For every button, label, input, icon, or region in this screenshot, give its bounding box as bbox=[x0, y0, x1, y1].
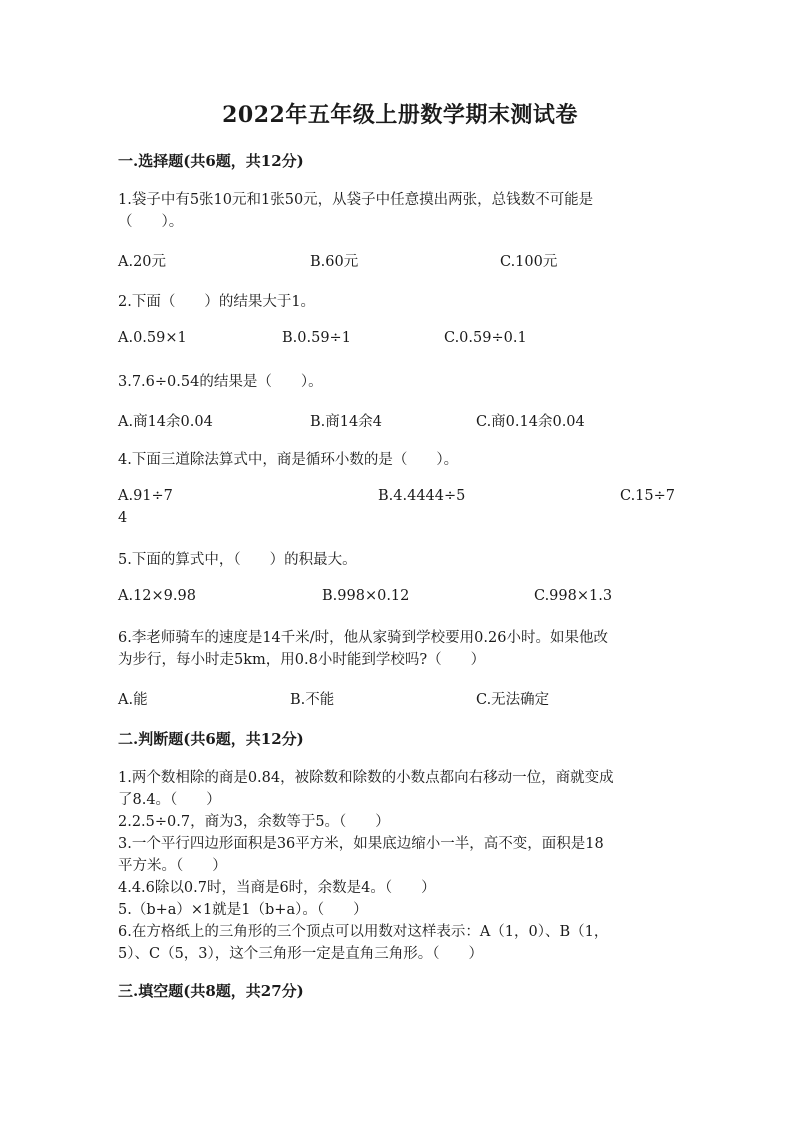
question-2-line-1: 2.下面（ ）的结果大于1。 bbox=[118, 294, 316, 310]
judgment-line: 1.两个数相除的商是0.84，被除数和除数的小数点都向右移动一位，商就变成 bbox=[118, 770, 614, 786]
question-3-option-a: A.商14余0.04 bbox=[118, 414, 213, 430]
question-1-line-1: 1.袋子中有5张10元和1张50元，从袋子中任意摸出两张，总钱数不可能是 bbox=[118, 192, 594, 208]
question-4-option-wrap: 4 bbox=[118, 510, 128, 526]
question-6-option-c: C.无法确定 bbox=[476, 692, 550, 708]
question-1-line-2: （ ）。 bbox=[118, 214, 184, 230]
section-heading-fill-in: 三.填空题(共8题，共27分) bbox=[118, 982, 304, 1000]
question-2-option-b: B.0.59÷1 bbox=[282, 330, 351, 346]
question-5-option-b: B.998×0.12 bbox=[322, 588, 410, 604]
page-title: 2022年五年级上册数学期末测试卷 bbox=[222, 102, 578, 128]
question-5-option-c: C.998×1.3 bbox=[534, 588, 613, 604]
section-heading-choice: 一.选择题(共6题，共12分) bbox=[118, 152, 304, 170]
judgment-line: 2.2.5÷0.7，商为3，余数等于5。（ ） bbox=[118, 814, 390, 830]
judgment-line: 平方米。（ ） bbox=[118, 858, 227, 874]
question-5-line-1: 5.下面的算式中，（ ）的积最大。 bbox=[118, 552, 357, 568]
judgment-line: 4.4.6除以0.7时，当商是6时，余数是4。（ ） bbox=[118, 880, 436, 896]
judgment-line: 3.一个平行四边形面积是36平方米，如果底边缩小一半，高不变，面积是18 bbox=[118, 836, 604, 852]
question-2-option-c: C.0.59÷0.1 bbox=[444, 330, 527, 346]
question-3-option-c: C.商0.14余0.04 bbox=[476, 414, 585, 430]
question-4-option-c: C.15÷7 bbox=[620, 488, 676, 504]
question-4-option-a: A.91÷7 bbox=[118, 488, 173, 504]
question-4-line-1: 4.下面三道除法算式中，商是循环小数的是（ ）。 bbox=[118, 452, 459, 468]
question-3-option-b: B.商14余4 bbox=[310, 414, 382, 430]
question-1-option-c: C.100元 bbox=[500, 254, 558, 270]
question-5-option-a: A.12×9.98 bbox=[118, 588, 196, 604]
question-2-option-a: A.0.59×1 bbox=[118, 330, 187, 346]
question-4-option-b: B.4.4444÷5 bbox=[378, 488, 466, 504]
question-6-option-a: A.能 bbox=[118, 692, 148, 708]
judgment-line: 了8.4。（ ） bbox=[118, 792, 221, 808]
question-1-option-b: B.60元 bbox=[310, 254, 359, 270]
question-1-option-a: A.20元 bbox=[118, 254, 167, 270]
question-3-line-1: 3.7.6÷0.54的结果是（ ）。 bbox=[118, 374, 323, 390]
section-heading-judgment: 二.判断题(共6题，共12分) bbox=[118, 730, 304, 748]
question-6-line-2: 为步行，每小时走5km，用0.8小时能到学校吗?（ ） bbox=[118, 652, 486, 668]
judgment-line: 5）、C（5，3），这个三角形一定是直角三角形。（ ） bbox=[118, 946, 484, 962]
question-6-line-1: 6.李老师骑车的速度是14千米/时，他从家骑到学校要用0.26小时。如果他改 bbox=[118, 630, 608, 646]
judgment-line: 6.在方格纸上的三角形的三个顶点可以用数对这样表示：A（1，0）、B（1， bbox=[118, 924, 609, 940]
question-6-option-b: B.不能 bbox=[290, 692, 335, 708]
judgment-line: 5.（b+a）×1就是1（b+a）。（ ） bbox=[118, 902, 368, 918]
